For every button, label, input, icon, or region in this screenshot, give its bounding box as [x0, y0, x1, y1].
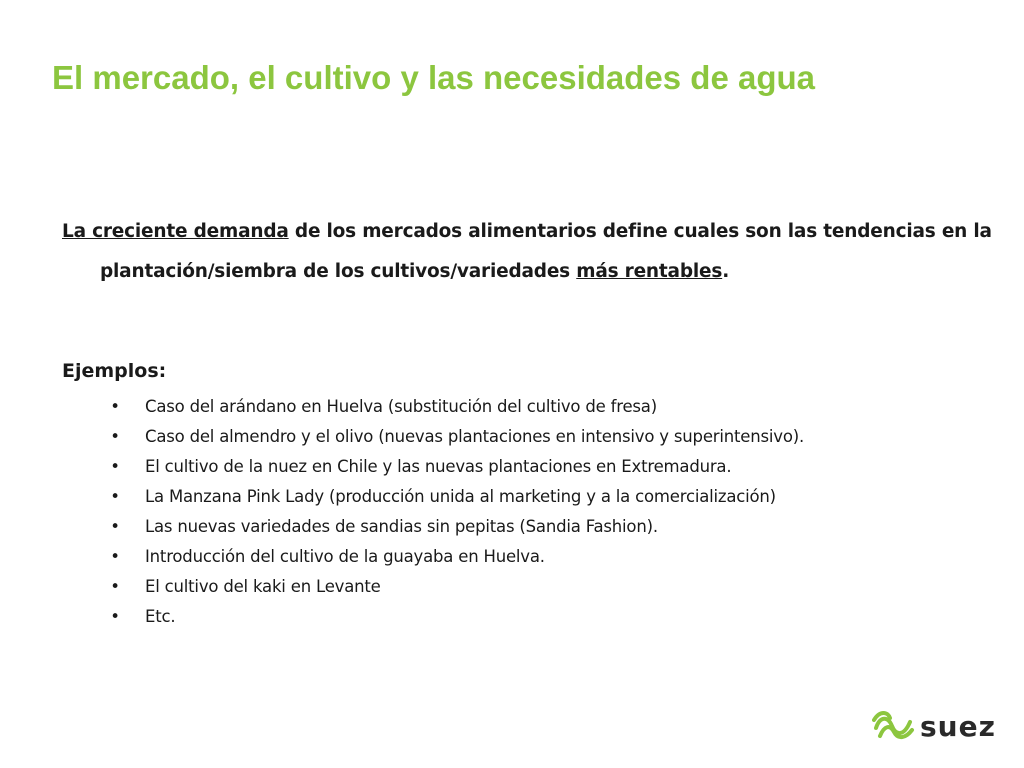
slide-title: El mercado, el cultivo y las necesidades de agua: [52, 59, 815, 96]
list-item-text: Caso del arándano en Huelva (substitución del cultivo de fresa): [145, 397, 657, 416]
suez-wave-icon: [872, 708, 916, 746]
bullet-icon: •: [110, 517, 120, 536]
bullet-icon: •: [110, 397, 120, 416]
bullet-icon: •: [110, 487, 120, 506]
intro-end: .: [722, 261, 730, 282]
bullet-icon: •: [110, 457, 120, 476]
intro-emphasis-demand: La creciente demanda: [62, 221, 289, 242]
list-item-text: Las nuevas variedades de sandias sin pepitas (Sandia Fashion).: [145, 517, 658, 536]
list-item-text: El cultivo del kaki en Levante: [145, 577, 381, 596]
list-item-text: El cultivo de la nuez en Chile y las nuevas plantaciones en Extremadura.: [145, 457, 732, 476]
list-item-text: La Manzana Pink Lady (producción unida al marketing y a la comercialización): [145, 487, 776, 506]
logo-text: suez: [920, 710, 996, 743]
list-item-text: Introducción del cultivo de la guayaba en Huelva.: [145, 547, 545, 566]
intro-text: de los mercados alimentarios define cuales son las tendencias en la plantación/siembra de los cultivos/variedades: [100, 221, 992, 282]
bullet-icon: •: [110, 547, 120, 566]
intro-paragraph: [62, 212, 1024, 292]
bullet-icon: •: [110, 607, 120, 626]
suez-logo: [872, 708, 996, 746]
list-item-text: Caso del almendro y el olivo (nuevas plantaciones en intensivo y superintensivo).: [145, 427, 804, 446]
bullet-icon: •: [110, 577, 120, 596]
list-item-text: Etc.: [145, 607, 176, 626]
intro-emphasis-profitable: más rentables: [576, 261, 723, 282]
bullet-icon: •: [110, 427, 120, 446]
examples-heading: Ejemplos:: [62, 360, 167, 382]
